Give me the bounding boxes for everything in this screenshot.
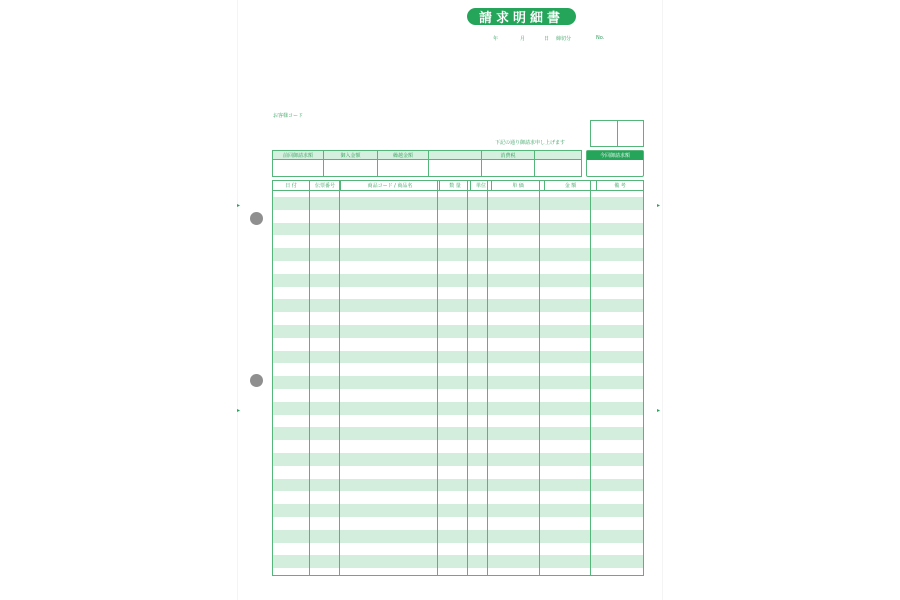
summary-header: 前回御請求額 <box>282 152 313 159</box>
current-amount-label: 今回御請求額 <box>587 151 643 160</box>
table-row <box>273 223 643 236</box>
stamp-box <box>590 120 644 147</box>
table-row <box>273 325 643 338</box>
billing-note: 下記の通り御請求申し上げます <box>495 140 566 146</box>
summary-header: 消費税 <box>481 151 534 159</box>
column-divider <box>437 181 438 575</box>
meta-number-label: No. <box>596 35 605 41</box>
column-divider <box>467 181 468 575</box>
detail-table <box>272 180 644 576</box>
summary-table <box>272 150 582 177</box>
stamp-cell <box>591 121 617 146</box>
form-title: 請求明細書 <box>467 8 576 25</box>
feed-marker-icon: ▸ <box>657 202 661 209</box>
table-row <box>273 248 643 261</box>
summary-cell[interactable] <box>273 160 323 176</box>
meta-cutoff-label: 締切分 <box>556 36 572 42</box>
column-divider <box>590 181 591 575</box>
table-row <box>273 299 643 312</box>
customer-code-label: お客様コード <box>273 113 304 119</box>
table-row <box>273 504 643 517</box>
column-divider <box>339 181 340 575</box>
stamp-cell <box>617 121 644 146</box>
punch-hole <box>250 374 263 387</box>
table-row <box>273 427 643 440</box>
column-divider <box>309 181 310 575</box>
current-amount-box <box>586 150 644 177</box>
table-row <box>273 197 643 210</box>
column-header: 金 額 <box>544 181 596 190</box>
column-header: 数 量 <box>439 181 470 190</box>
feed-marker-icon: ▸ <box>237 202 241 209</box>
feed-marker-icon: ▸ <box>237 407 241 414</box>
table-row <box>273 274 643 287</box>
column-divider <box>539 181 540 575</box>
summary-cell[interactable] <box>481 160 534 176</box>
summary-cell[interactable] <box>534 160 581 176</box>
column-header: 伝票番号 <box>309 181 340 190</box>
summary-cell[interactable] <box>377 160 428 176</box>
meta-year-label: 年 <box>493 36 499 42</box>
summary-header <box>428 151 481 159</box>
summary-cell[interactable] <box>323 160 377 176</box>
summary-header <box>534 151 581 159</box>
feed-marker-icon: ▸ <box>657 407 661 414</box>
column-header: 単位 <box>470 181 491 190</box>
detail-rows <box>273 191 643 575</box>
table-row <box>273 453 643 466</box>
table-row <box>273 555 643 568</box>
table-row <box>273 376 643 389</box>
table-row <box>273 402 643 415</box>
column-divider <box>487 181 488 575</box>
punch-hole <box>250 212 263 225</box>
column-header: 単 価 <box>491 181 544 190</box>
summary-cell[interactable] <box>428 160 481 176</box>
meta-day-label: 日 <box>544 36 550 42</box>
table-row <box>273 479 643 492</box>
meta-month-label: 月 <box>520 36 526 42</box>
table-row <box>273 351 643 364</box>
table-row <box>273 530 643 543</box>
detail-header-row <box>273 181 643 191</box>
column-header: 備 考 <box>596 181 643 190</box>
summary-header: 御入金額 <box>323 151 377 159</box>
column-header: 日 付 <box>285 183 297 189</box>
summary-header: 繰越金額 <box>377 151 428 159</box>
column-header: 商品コード / 商品名 <box>340 181 439 190</box>
